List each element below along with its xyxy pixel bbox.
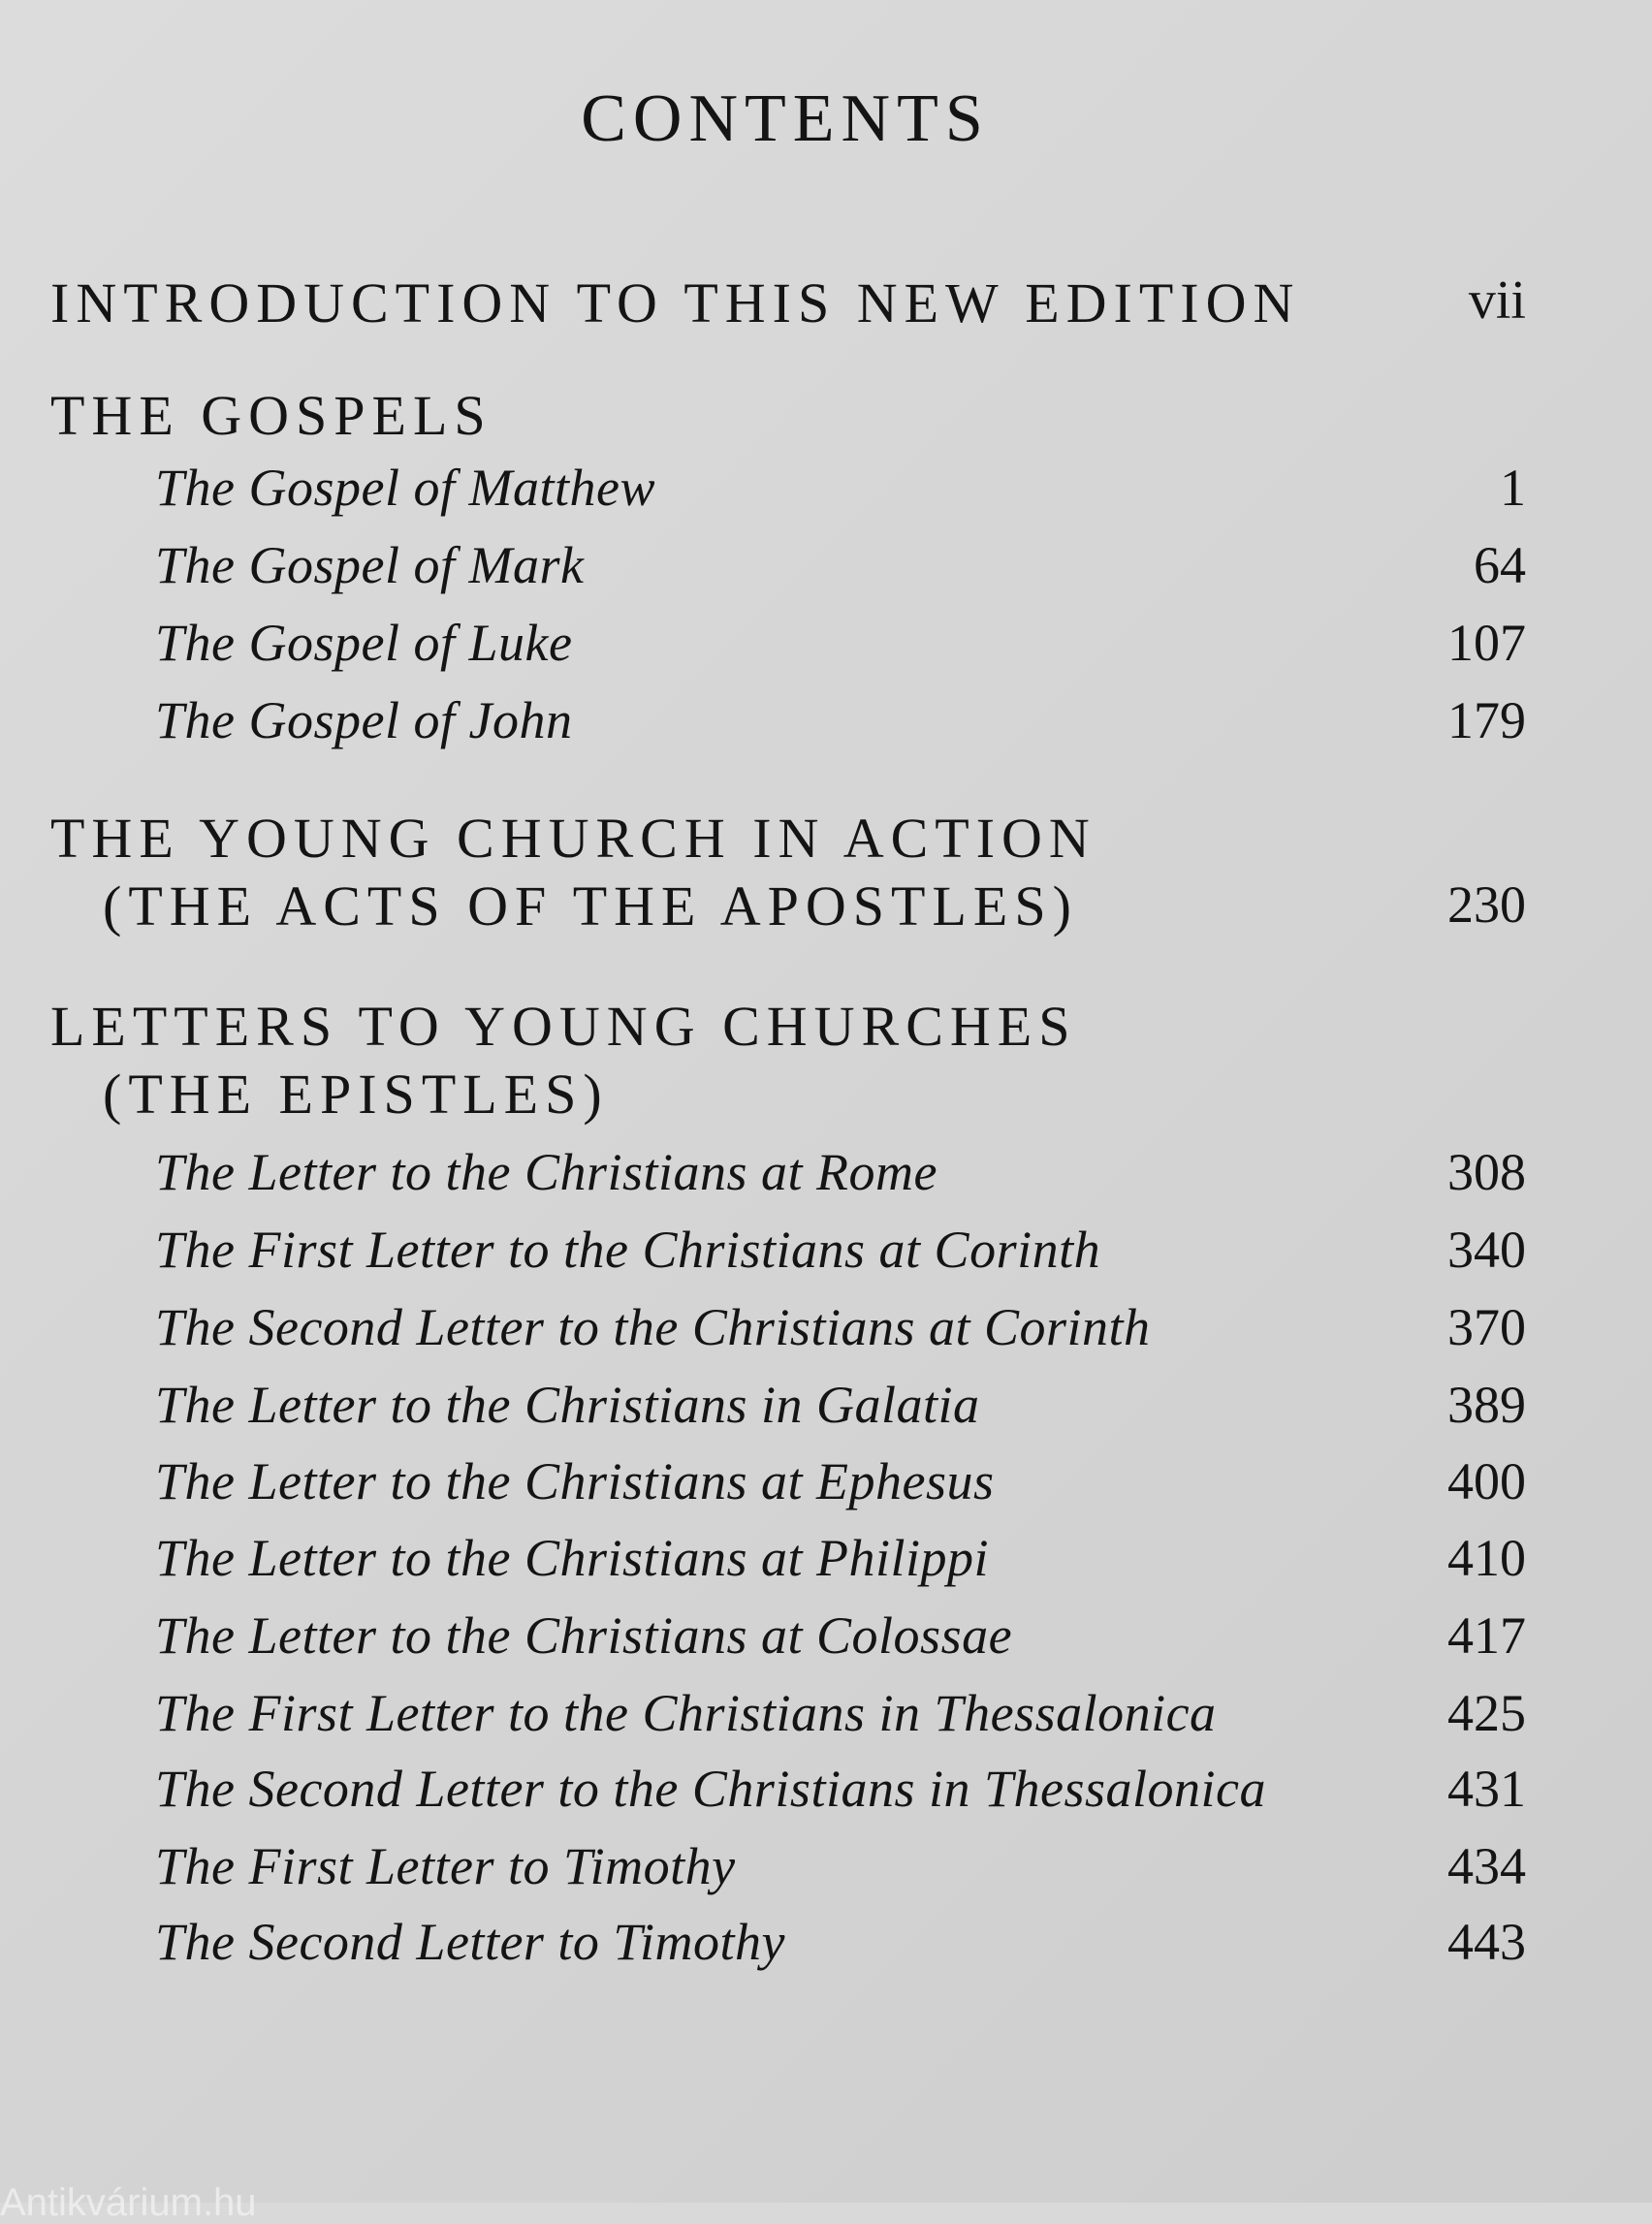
toc-heading-epistles: LETTERS TO YOUNG CHURCHES (50, 995, 1077, 1058)
toc-page-number: 340 (1447, 1221, 1526, 1279)
toc-entry: The Letter to the Christians at Ephesus (155, 1452, 995, 1510)
toc-page-number: 179 (1447, 691, 1526, 749)
toc-heading-introduction: INTRODUCTION TO THIS NEW EDITION (50, 271, 1301, 334)
toc-entry: The Letter to the Christians at Rome (155, 1143, 937, 1201)
toc-entry: The Gospel of Luke (155, 614, 573, 672)
toc-page-number: 308 (1447, 1143, 1526, 1201)
toc-page-number: 400 (1447, 1452, 1526, 1510)
toc-entry: The Gospel of John (155, 691, 573, 749)
toc-entry: The First Letter to the Christians in Thessalonica (155, 1684, 1217, 1742)
toc-entry: The Gospel of Matthew (155, 459, 655, 517)
toc-entry: The Gospel of Mark (155, 536, 585, 594)
toc-heading-acts-subtitle: (THE ACTS OF THE APOSTLES) (103, 874, 1078, 937)
toc-entry: The Second Letter to Timothy (155, 1913, 785, 1971)
toc-page-number: 64 (1474, 536, 1526, 594)
toc-entry: The Letter to the Christians at Philippi (155, 1529, 990, 1587)
toc-heading-gospels: THE GOSPELS (50, 384, 492, 447)
toc-page-number: 434 (1447, 1837, 1526, 1895)
toc-page-number: 107 (1447, 614, 1526, 672)
toc-entry: The Letter to the Christians at Colossae (155, 1606, 1013, 1665)
toc-entry: The Letter to the Christians in Galatia (155, 1376, 980, 1434)
toc-page-number: 389 (1447, 1376, 1526, 1434)
toc-page-number: 443 (1447, 1913, 1526, 1971)
toc-page-number: 1 (1500, 459, 1526, 517)
toc-page-number: 410 (1447, 1529, 1526, 1587)
toc-entry: The First Letter to the Christians at Corinth (155, 1221, 1101, 1279)
toc-heading-epistles-subtitle: (THE EPISTLES) (103, 1063, 609, 1126)
toc-page-number: 230 (1447, 875, 1526, 934)
toc-page-number: vii (1468, 270, 1526, 331)
toc-page-number: 431 (1447, 1760, 1526, 1818)
toc-entry: The Second Letter to the Christians in Thessalonica (155, 1760, 1266, 1818)
toc-entry: The Second Letter to the Christians at Corinth (155, 1298, 1151, 1356)
toc-page-number: 425 (1447, 1684, 1526, 1742)
toc-entry: The First Letter to Timothy (155, 1837, 736, 1895)
page-title: CONTENTS (581, 81, 990, 156)
toc-page-number: 417 (1447, 1606, 1526, 1665)
toc-page-number: 370 (1447, 1298, 1526, 1356)
toc-heading-acts: THE YOUNG CHURCH IN ACTION (50, 807, 1096, 870)
watermark: Antikvárium.hu (0, 2181, 257, 2224)
